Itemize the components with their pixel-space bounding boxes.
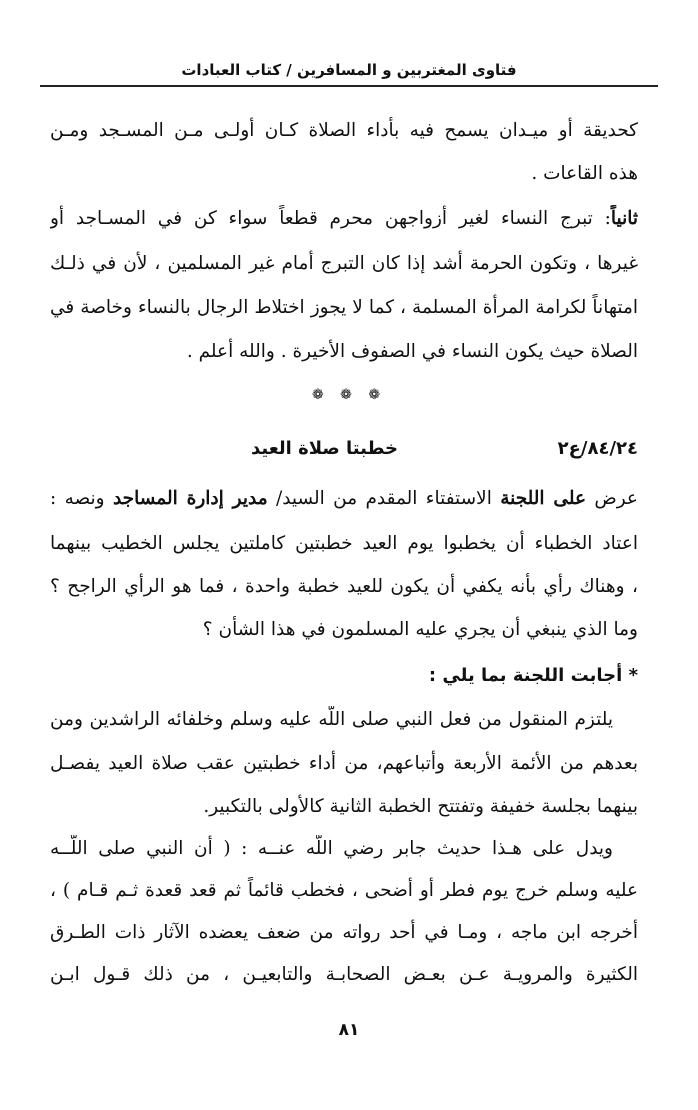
- text-run: ونصه :: [50, 488, 105, 509]
- body-line: غيرها ، وتكون الحرمة أشد إذا كان التبرج أمام غير المسلمين ، لأن في ذلـك: [50, 253, 638, 274]
- body-line: عليه وسلم خرج يوم فطر أو أضحى ، فخطب قائماً ثم قعد قعدة ثـم قـام ) ،: [50, 880, 638, 901]
- section-label: ثانياً: [610, 208, 638, 229]
- body-text: : تبرج النساء لغير أزواجهن محرم قطعاً سواء كن في المسـاجد أو: [50, 208, 611, 229]
- page-number: ٨١: [338, 1020, 360, 1040]
- body-line: اعتاد الخطباء أن يخطبوا يوم العيد خطبتين كاملتين يجلس الخطيب بينهما: [50, 533, 638, 554]
- body-line: امتهاناً لكرامة المرأة المسلمة ، كما لا يجوز اختلاط الرجال بالنساء وخاصة في: [50, 297, 638, 318]
- running-header: فتاوى المغتربين و المسافرين / كتاب العبادات: [181, 61, 517, 79]
- fatwa-title-row: [50, 438, 638, 470]
- body-line: هذه القاعات .: [531, 163, 638, 184]
- text-run: عرض: [594, 488, 638, 509]
- body-line: بعدهم من الأئمة الأربعة وأتباعهم، من أداء خطبتين عقب صلاة العيد يفصـل: [50, 753, 638, 774]
- fatwa-number: ٨٤/٢٤/ع٢: [557, 438, 638, 459]
- section-divider: ❁ ❁ ❁: [311, 387, 387, 403]
- body-line: يلتزم المنقول من فعل النبي صلى اللّه عليه وسلم وخلفائه الراشدين ومن: [50, 709, 613, 730]
- body-line: وما الذي ينبغي أن يجري عليه المسلمون في هذا الشأن ؟: [202, 619, 638, 640]
- body-line: [50, 205, 638, 233]
- text-run: الاستفتاء المقدم من السيد/: [275, 488, 492, 509]
- body-line: ، وهناك رأي بأنه يكفي أن يكون للعيد خطبة واحدة ، فما هو الرأي الراجح ؟: [50, 576, 638, 597]
- body-line: كحديقة أو ميـدان يسمح فيه بأداء الصلاة كـان أولـى مـن المسـجد ومـن: [50, 120, 638, 141]
- body-line: أخرجه ابن ماجه ، ومـا في أحد رواته من ضعف يعضده الآثار ذات الطـرق: [50, 922, 638, 943]
- text-run-bold: مدير إدارة المساجد: [112, 488, 268, 509]
- body-line: الصلاة حيث يكون النساء في الصفوف الأخيرة . والله أعلم .: [186, 341, 638, 362]
- fatwa-title: خطبتا صلاة العيد: [250, 438, 398, 459]
- question-intro-line: [50, 485, 638, 513]
- body-line: الكثيرة والمرويـة عـن بعـض الصحابـة والتابعيـن ، من ذلك قـول ابـن: [50, 964, 638, 985]
- body-line: ويدل على هـذا حديث جابر رضي اللّه عنــه : ( أن النبي صلى اللّــه: [50, 838, 613, 859]
- answer-heading: * أجابت اللجنة بما يلي :: [428, 665, 638, 686]
- header-rule: [40, 85, 658, 87]
- text-run-bold: على اللجنة: [500, 488, 587, 509]
- body-line: بينهما بجلسة خفيفة وتفتتح الخطبة الثانية كالأولى بالتكبير.: [203, 796, 638, 817]
